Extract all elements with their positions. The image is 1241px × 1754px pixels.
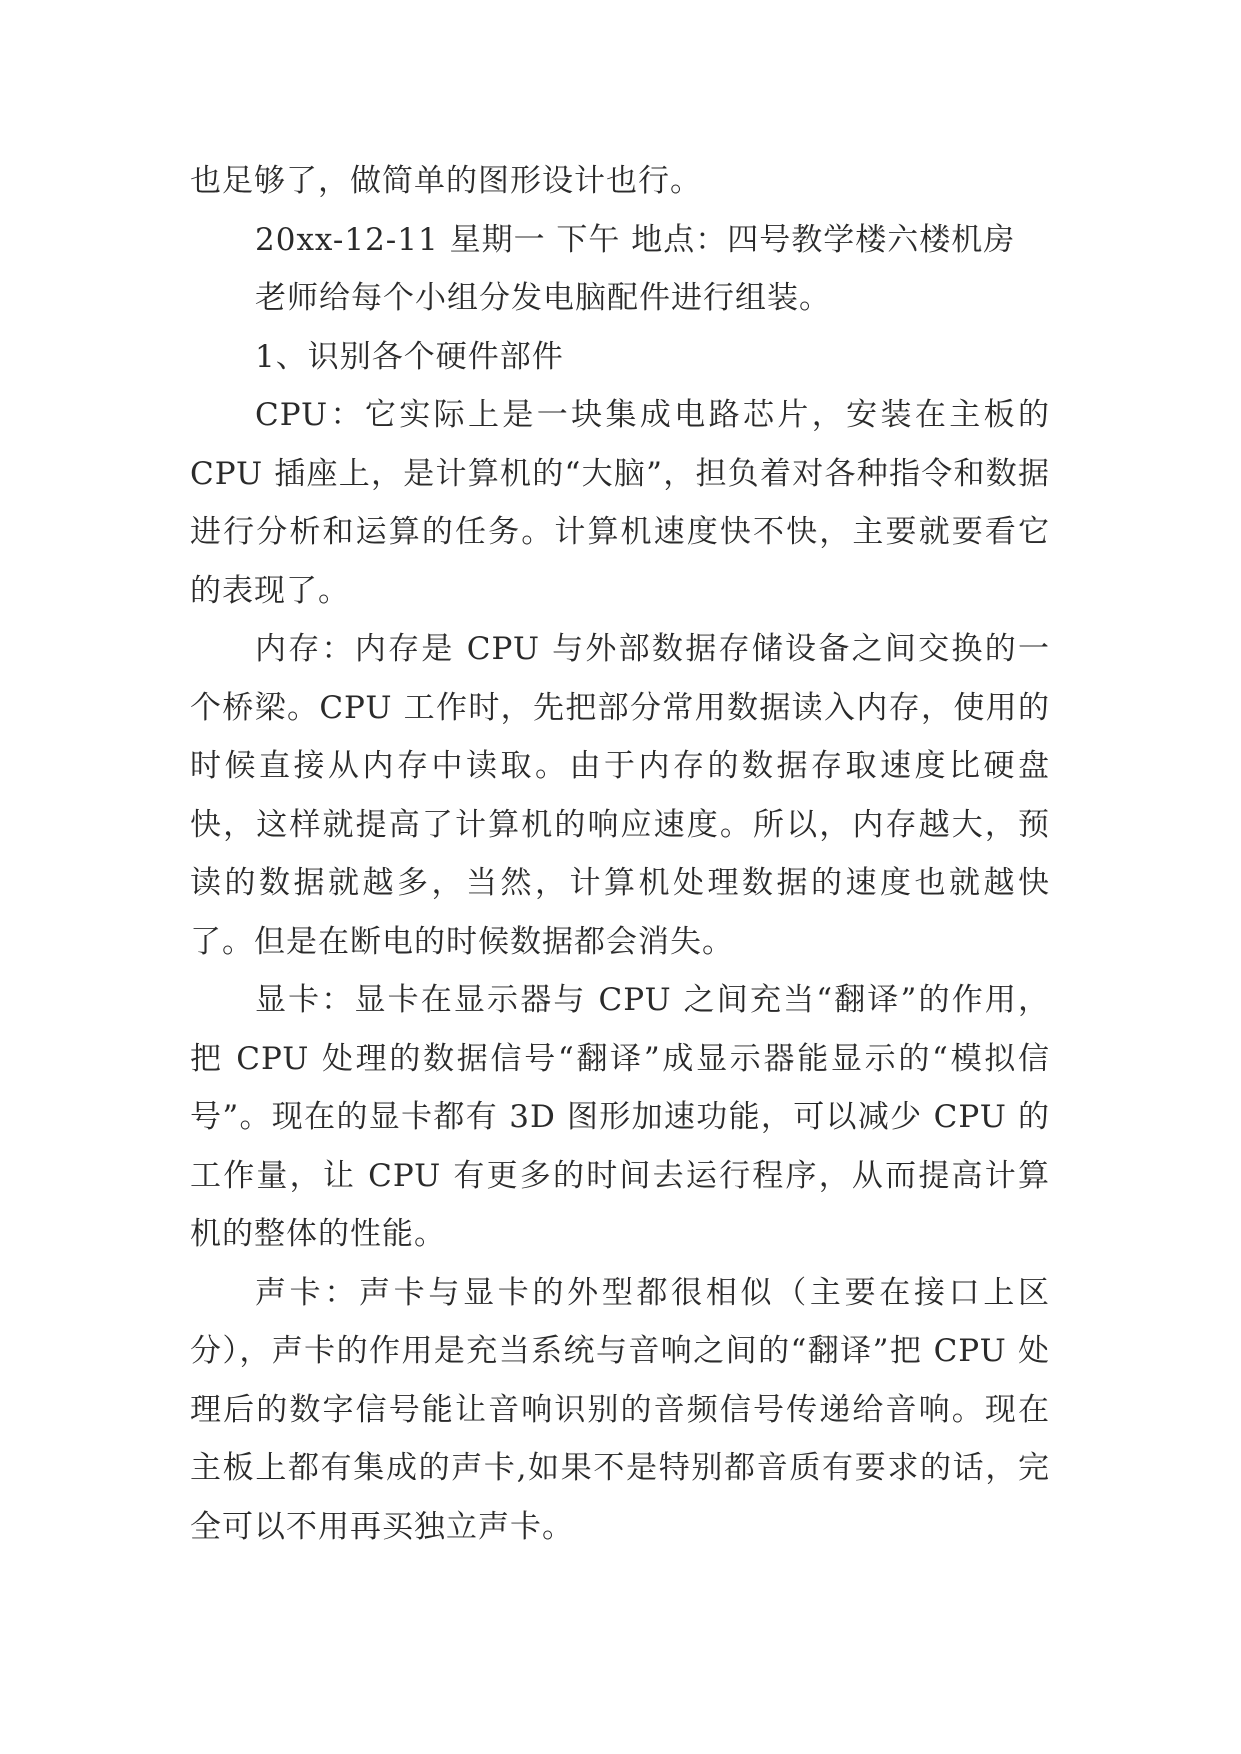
paragraph-sound-card: 声卡：声卡与显卡的外型都很相似（主要在接口上区分），声卡的作用是充当系统与音响之间的“翻译”把 CPU 处理后的数字信号能让音响识别的音频信号传递给音响。现在主板上都有集成的声卡,如果不是特别都音质有要求的话，完全可以不用再买独立声卡。	[190, 1274, 1050, 1545]
paragraph-heading-identify-hardware: 1、识别各个硬件部件	[255, 338, 564, 375]
document-body	[190, 152, 1050, 1556]
paragraph-continuation: 也足够了，做简单的图形设计也行。	[190, 163, 702, 199]
paragraph-cpu: CPU：它实际上是一块集成电路芯片，安装在主板的 CPU 插座上，是计算机的“大脑”，担负着对各种指令和数据进行分析和运算的任务。计算机速度快不快，主要就要看它的表现了。	[190, 397, 1050, 609]
paragraph-memory: 内存：内存是 CPU 与外部数据存储设备之间交换的一个桥梁。CPU 工作时，先把部分常用数据读入内存，使用的时候直接从内存中读取。由于内存的数据存取速度比硬盘快，这样就提高了计算机的响应速度。所以，内存越大，预读的数据就越多，当然，计算机处理数据的速度也就越快了。但是在断电的时候数据都会消失。	[190, 631, 1050, 960]
paragraph-task: 老师给每个小组分发电脑配件进行组装。	[255, 280, 831, 316]
paragraph-graphics-card: 显卡：显卡在显示器与 CPU 之间充当“翻译”的作用，把 CPU 处理的数据信号“翻译”成显示器能显示的“模拟信号”。现在的显卡都有 3D 图形加速功能，可以减少 CPU 的工作量，让 CPU 有更多的时间去运行程序，从而提高计算机的整体的性能。	[190, 982, 1050, 1252]
paragraph-date-location: 20xx-12-11 星期一 下午 地点：四号教学楼六楼机房	[255, 221, 1016, 258]
